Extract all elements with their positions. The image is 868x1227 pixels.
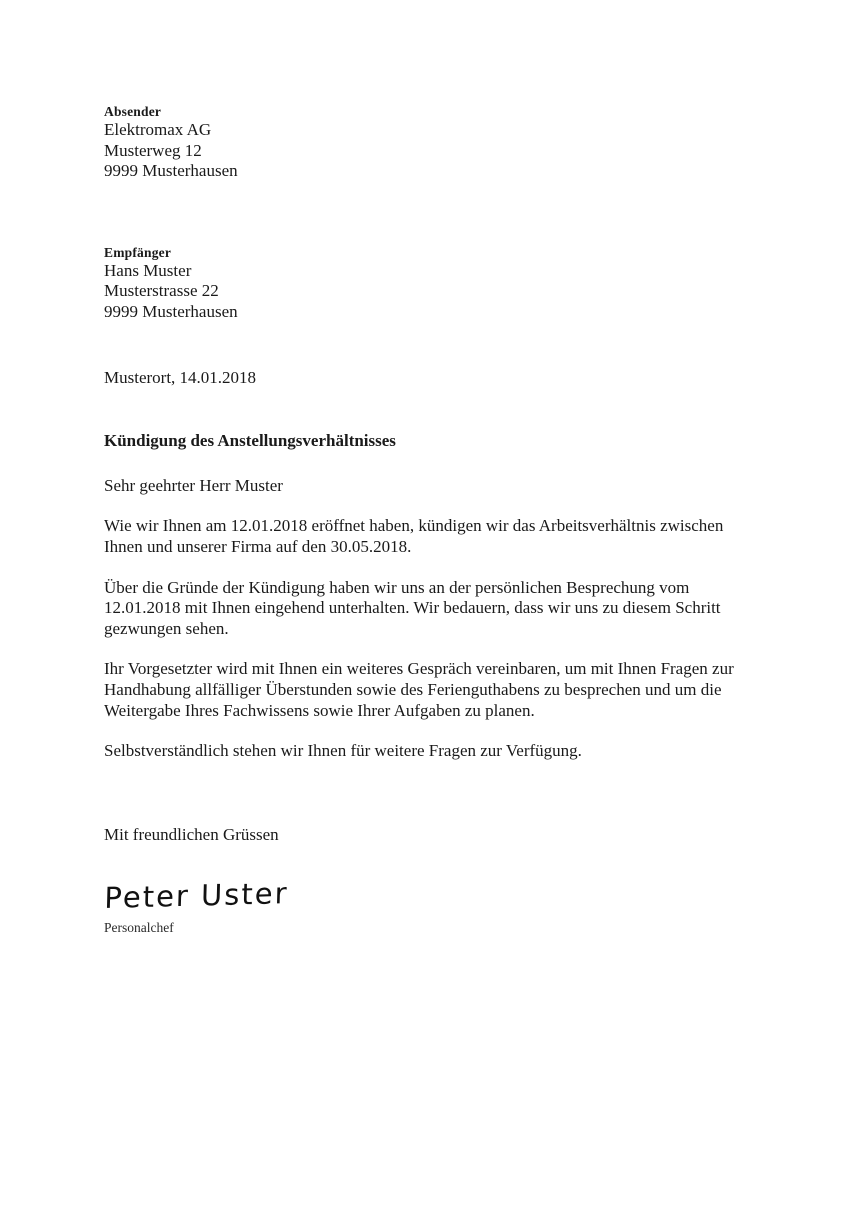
sender-block (104, 103, 758, 182)
sender-city: 9999 Musterhausen (104, 161, 238, 181)
body-paragraph-3: Ihr Vorgesetzter wird mit Ihnen ein weiteres Gespräch vereinbaren, um mit Ihnen Fragen zur Handhabung allfälliger Überstunden sowie des Ferienguthabens zu besprechen und um die Weitergabe Ihres Fachwissens sowie Ihrer Aufgaben zu planen. (104, 659, 734, 720)
sender-label: Absender (104, 104, 162, 119)
greeting-line: Sehr geehrter Herr Muster (104, 475, 283, 495)
recipient-label: Empfänger (104, 244, 172, 260)
recipient-city: 9999 Musterhausen (104, 301, 238, 321)
sender-company: Elektromax AG (104, 120, 212, 139)
signer-role: Personalchef (104, 920, 174, 936)
sender-street: Musterweg 12 (104, 140, 202, 160)
closing-line: Mit freundlichen Grüssen (104, 824, 279, 844)
recipient-name: Hans Muster (104, 260, 192, 280)
body-paragraph-2: Über die Gründe der Kündigung haben wir uns an der persönlichen Besprechung vom 12.01.2018 mit Ihnen eingehend unterhalten. Wir bedauern, dass wir uns zu diesem Schritt gezwungen sehen. (104, 577, 721, 638)
recipient-block (104, 244, 758, 323)
place-date-line: Musterort, 14.01.2018 (104, 367, 257, 387)
body-paragraph-4: Selbstverständlich stehen wir Ihnen für weitere Fragen zur Verfügung. (104, 741, 582, 761)
recipient-street: Musterstrasse 22 (104, 281, 219, 301)
subject-line: Kündigung des Anstellungsverhältnisses (104, 431, 396, 451)
body-paragraph-1: Wie wir Ihnen am 12.01.2018 eröffnet haben, kündigen wir das Arbeitsverhältnis zwischen Ihnen und unserer Firma auf den 30.05.2018. (104, 516, 724, 556)
signature-handwriting: Peter Uster (104, 876, 289, 916)
